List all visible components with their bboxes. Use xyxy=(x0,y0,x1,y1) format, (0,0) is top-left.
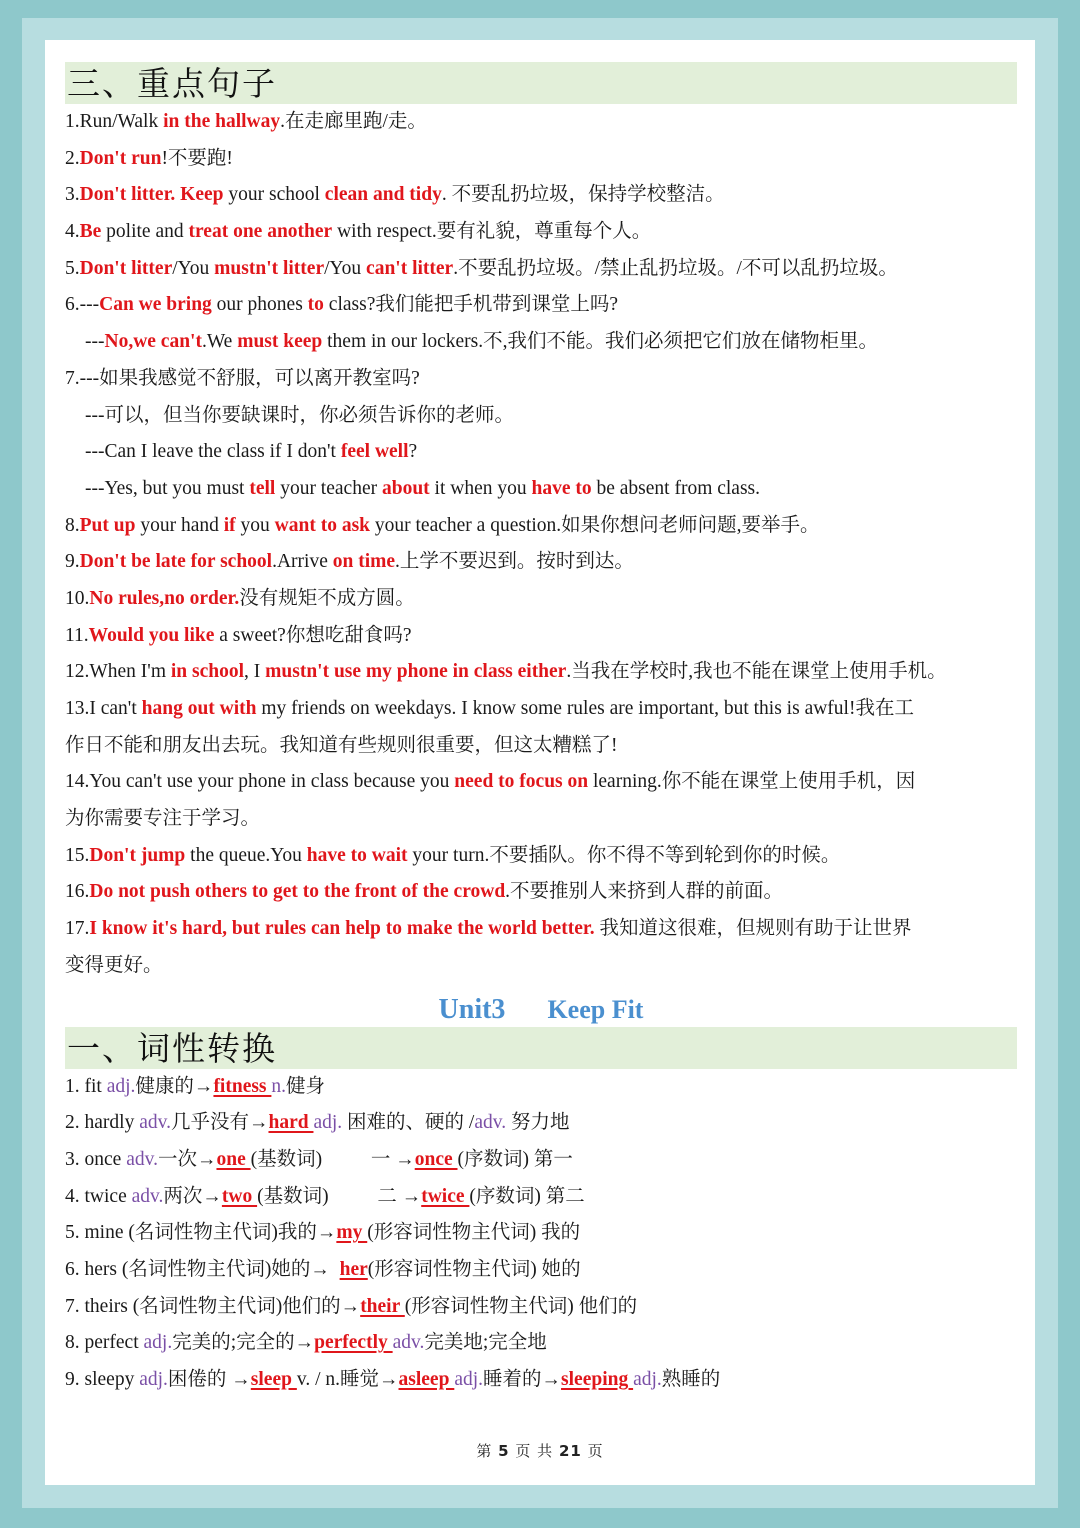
sentence-line: 14.You can't use your phone in class because you need to focus on learning.你不能在课堂上使用手机，因 xyxy=(65,771,916,793)
sentence-line: 2.Don't run!不要跑! xyxy=(65,147,233,169)
current-page-number: 5 xyxy=(498,1442,510,1460)
sentence-line: ---可以，但当你要缺课时，你必须告诉你的老师。 xyxy=(85,404,514,426)
word-form-line: 7. theirs (名词性物主代词)他们的→their (形容词性物主代词) 他们的 xyxy=(65,1295,638,1317)
word-form-line: 9. sleepy adj.困倦的 →sleep v. / n.睡觉→asleep adj.睡着的→sleeping adj.熟睡的 xyxy=(65,1369,721,1390)
word-form-line: 5. mine (名词性物主代词)我的→my (形容词性物主代词) 我的 xyxy=(65,1222,581,1244)
sentence-line: 6.---Can we bring our phones to class?我们能把手机带到课堂上吗? xyxy=(65,294,619,316)
sentence-line: 3.Don't litter. Keep your school clean and tidy. 不要乱扔垃圾，保持学校整洁。 xyxy=(65,184,725,206)
sentence-line: 为你需要专注于学习。 xyxy=(65,808,261,830)
sentence-line: 10.No rules,no order.没有规矩不成方圆。 xyxy=(65,587,415,609)
word-form-line: 8. perfect adj.完美的;完全的→perfectly adv.完美地;完全地 xyxy=(65,1332,547,1354)
word-form-list xyxy=(65,1069,1017,1399)
word-form-line: 1. fit adj.健康的→fitness n.健身 xyxy=(65,1075,326,1097)
total-page-count: 21 xyxy=(558,1442,582,1460)
page-footer: 第 5 页 共 21 页 xyxy=(476,1442,604,1460)
sentence-line: 16.Do not push others to get to the front of the crowd.不要推别人来挤到人群的前面。 xyxy=(65,881,784,903)
sentence-line: 13.I can't hang out with my friends on weekdays. I know some rules are important, but this is awful!我在工 xyxy=(65,698,914,719)
sentence-line: ---Can I leave the class if I don't feel well? xyxy=(85,441,418,463)
sentence-line: 11.Would you like a sweet?你想吃甜食吗? xyxy=(65,624,412,646)
sentence-line: 4.Be polite and treat one another with respect.要有礼貌，尊重每个人。 xyxy=(65,221,652,243)
sentence-line: ---Yes, but you must tell your teacher about it when you have to be absent from class. xyxy=(85,477,761,499)
word-form-line: 6. hers (名词性物主代词)她的→ her(形容词性物主代词) 她的 xyxy=(65,1258,581,1280)
sentence-line: 9.Don't be late for school.Arrive on time.上学不要迟到。按时到达。 xyxy=(65,551,634,573)
section-heading-word-forms: 一、词性转换 xyxy=(65,1027,1017,1069)
unit-name: Keep Fit xyxy=(547,994,644,1024)
sentence-line: 1.Run/Walk in the hallway.在走廊里跑/走。 xyxy=(65,111,427,132)
unit-title xyxy=(65,985,1017,1027)
word-form-line: 2. hardly adv.几乎没有→hard adj. 困难的、硬的 /adv. 努力地 xyxy=(65,1112,570,1134)
sentence-line: 15.Don't jump the queue.You have to wait your turn.不要插队。你不得不等到轮到你的时候。 xyxy=(65,844,841,866)
sentence-line: 7.---如果我感觉不舒服，可以离开教室吗? xyxy=(65,367,420,389)
word-form-line: 3. once adv.一次→one (基数词) 一 →once (序数词) 第一 xyxy=(65,1148,573,1170)
sentence-line: ---No,we can't.We must keep them in our lockers.不,我们不能。我们必须把它们放在储物柜里。 xyxy=(85,331,878,353)
sentence-line: 变得更好。 xyxy=(65,954,163,976)
section-heading-key-sentences: 三、重点句子 xyxy=(65,62,1017,104)
unit-number: Unit3 xyxy=(438,993,506,1025)
sentence-line: 17.I know it's hard, but rules can help to make the world better. 我知道这很难，但规则有助于让世界 xyxy=(65,918,912,940)
sentence-list xyxy=(65,104,1017,985)
sentence-line: 5.Don't litter/You mustn't litter/You can't litter.不要乱扔垃圾。/禁止乱扔垃圾。/不可以乱扔垃圾。 xyxy=(65,257,898,279)
sentence-line: 作日不能和朋友出去玩。我知道有些规则很重要，但这太糟糕了! xyxy=(65,734,618,756)
word-form-line: 4. twice adv.两次→two (基数词) 二 →twice (序数词) 第二 xyxy=(65,1185,585,1207)
sentence-line: 12.When I'm in school, I mustn't use my phone in class either.当我在学校时,我也不能在课堂上使用手机。 xyxy=(65,661,947,683)
sentence-line: 8.Put up your hand if you want to ask your teacher a question.如果你想问老师问题,要举手。 xyxy=(65,514,820,536)
document-content xyxy=(65,62,1017,1399)
